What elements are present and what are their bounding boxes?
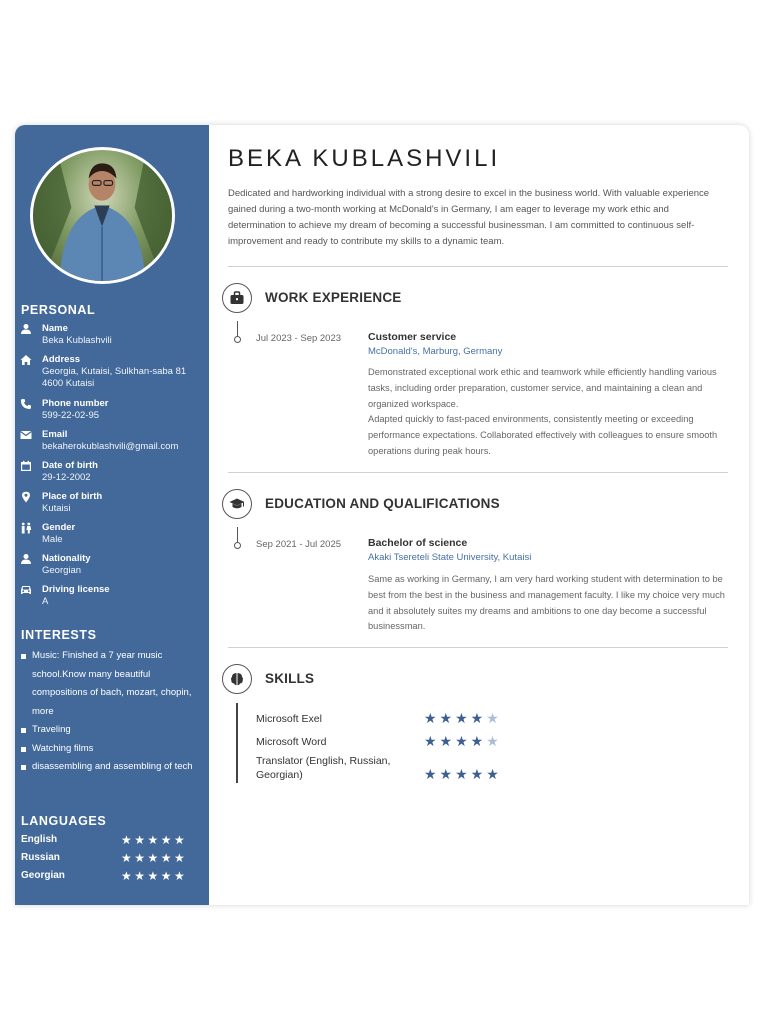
work-heading: WORK EXPERIENCE [265,290,402,305]
skill-name: Translator (English, Russian, Georgian) [256,755,391,781]
personal-label: Gender [42,522,76,533]
divider [228,647,728,648]
language-rating: ★★★★★ [121,851,188,865]
divider [228,472,728,473]
star-filled: ★★★★★ [424,766,502,782]
work-description [368,365,728,460]
nationality-icon [20,553,32,565]
brain-icon [222,664,252,694]
personal-value: Georgian [42,565,82,576]
star-empty: ★ [486,733,502,749]
work-description-para: Demonstrated exceptional work ethic and teamwork while efficiently handling various tasks, including order preparation, customer service, and maintaining a clean and organized workspace. [368,367,717,409]
location-pin-icon [20,491,32,503]
personal-value: Beka Kublashvili [42,335,112,346]
personal-label: Place of birth [42,491,103,502]
language-name: English [21,834,58,845]
sidebar [15,125,209,905]
language-row [21,851,201,865]
email-icon [20,429,32,441]
education-date: Sep 2021 - Jul 2025 [256,539,342,550]
home-icon [20,354,32,366]
timeline-line [237,321,238,337]
skills-heading: SKILLS [265,671,315,686]
main-content [209,125,749,905]
education-title: Bachelor of science [368,537,468,549]
star-filled: ★★★★ [424,733,487,749]
education-org: Akaki Tsereteli State University, Kutaisi [368,552,532,563]
personal-label: Driving license [42,584,110,595]
personal-value: bekaherokublashvili@gmail.com [42,441,179,452]
interest-item: disassembling and assembling of tech [21,758,201,777]
timeline-dot [234,336,241,343]
personal-value: 599-22-02-95 [42,410,100,421]
skills-line [236,703,238,783]
work-date: Jul 2023 - Sep 2023 [256,333,342,344]
skill-name: Microsoft Word [256,736,327,748]
languages-heading: LANGUAGES [21,814,107,828]
person-icon [20,323,32,335]
interests-heading: INTERESTS [21,628,97,642]
skill-name: Microsoft Exel [256,713,322,725]
work-org: McDonald's, Marburg, Germany [368,346,503,357]
personal-label: Phone number [42,398,109,409]
work-title: Customer service [368,331,457,343]
car-icon [20,584,32,596]
summary: Dedicated and hardworking individual with a strong desire to excel in the business world. With valuable experience gained during a two-month working at McDonald's in Germany, I am eager to leverage my work ethic and determination to achieve my dream of becoming a successful businessman. I am committed to continuous self-improvement and ready to contribute my skills to a dynamic team. [228,188,710,247]
language-row [21,833,201,847]
skill-rating [424,733,502,749]
star-filled: ★★★★ [424,710,487,726]
interest-item: Music: Finished a 7 year music school.Know many beautiful compositions of bach, mozart, chopin, more [21,647,201,721]
personal-value: Georgia, Kutaisi, Sulkhan-saba 81 4600 Kutaisi [42,366,187,389]
interests-list [21,647,201,777]
education-description: Same as working in Germany, I am very hard working student with determination to be best from the best in the business and management faculty. I like my choice very much and it absolutely suites my dreams and ambitions to one day become a successful businessman. [368,574,725,632]
personal-heading: PERSONAL [21,303,96,317]
interest-item: Watching films [21,740,201,759]
language-rating: ★★★★★ [121,869,188,883]
language-name: Russian [21,852,60,863]
briefcase-icon [222,283,252,313]
calendar-icon [20,460,32,472]
profile-photo [30,147,175,284]
personal-value: A [42,596,49,607]
timeline-dot [234,542,241,549]
phone-icon [20,398,32,410]
personal-label: Date of birth [42,460,98,471]
personal-label: Name [42,323,68,334]
skill-rating [424,710,502,726]
personal-label: Email [42,429,68,440]
personal-value: 29-12-2002 [42,472,91,483]
interest-item: Traveling [21,721,201,740]
timeline-line [237,527,238,543]
language-row [21,869,201,883]
language-rating: ★★★★★ [121,833,188,847]
education-heading: EDUCATION AND QUALIFICATIONS [265,496,500,511]
personal-label: Address [42,354,81,365]
work-description-para: Adapted quickly to fast-paced environments, consistently meeting or exceeding performance expectations. Collaborated effectively with colleagues to ensure smooth operations during peak hours. [368,414,718,456]
star-empty: ★ [486,710,502,726]
skill-rating [424,766,502,782]
personal-value: Male [42,534,63,545]
resume-card [15,125,749,905]
divider [228,266,728,267]
personal-value: Kutaisi [42,503,71,514]
personal-label: Nationality [42,553,91,564]
full-name: BEKA KUBLASHVILI [228,145,501,172]
gender-icon [20,522,32,534]
language-name: Georgian [21,870,65,881]
graduation-cap-icon [222,489,252,519]
